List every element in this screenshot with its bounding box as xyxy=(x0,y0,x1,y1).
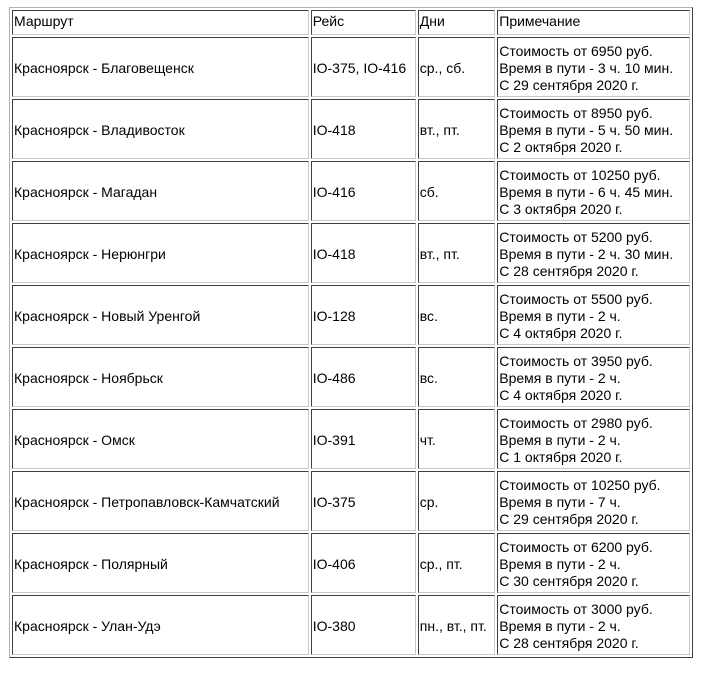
header-flight: Рейс xyxy=(311,10,416,35)
note-line: С 2 октября 2020 г. xyxy=(499,138,623,155)
routes-table xyxy=(9,7,693,658)
flight-cell: IO-406 xyxy=(311,533,416,593)
flight-cell: IO-416 xyxy=(311,161,416,221)
days-cell: вт., пт. xyxy=(418,99,495,159)
note-line: С 29 сентября 2020 г. xyxy=(499,76,639,93)
note-line: С 3 октября 2020 г. xyxy=(499,200,623,217)
flight-cell: IO-418 xyxy=(311,223,416,283)
days-cell: чт. xyxy=(418,409,495,469)
days-cell: вс. xyxy=(418,347,495,407)
note-line: Время в пути - 6 ч. 45 мин. xyxy=(499,183,674,200)
note-cell xyxy=(497,409,690,469)
note-line: С 30 сентября 2020 г. xyxy=(499,572,639,589)
table-row xyxy=(12,37,690,97)
note-line: Стоимость от 5200 руб. xyxy=(499,228,653,245)
note-line: Стоимость от 3950 руб. xyxy=(499,352,653,369)
note-cell xyxy=(497,161,690,221)
route-cell: Красноярск - Улан-Удэ xyxy=(12,595,309,655)
note-line: Стоимость от 6200 руб. xyxy=(499,538,653,555)
days-cell: ср. xyxy=(418,471,495,531)
table-header-row xyxy=(12,10,690,35)
note-cell xyxy=(497,347,690,407)
note-line: Время в пути - 7 ч. xyxy=(499,493,621,510)
note-line: Стоимость от 10250 руб. xyxy=(499,166,661,183)
route-cell: Красноярск - Владивосток xyxy=(12,99,309,159)
note-line: Стоимость от 8950 руб. xyxy=(499,104,653,121)
note-cell xyxy=(497,37,690,97)
note-line: Время в пути - 2 ч. xyxy=(499,617,621,634)
table-row xyxy=(12,285,690,345)
header-days: Дни xyxy=(418,10,495,35)
routes-table-container xyxy=(9,7,693,658)
table-row xyxy=(12,409,690,469)
note-line: Время в пути - 2 ч. xyxy=(499,307,621,324)
flight-cell: IO-375, IO-416 xyxy=(311,37,416,97)
table-row xyxy=(12,347,690,407)
route-cell: Красноярск - Нерюнгри xyxy=(12,223,309,283)
note-cell xyxy=(497,223,690,283)
note-line: Стоимость от 5500 руб. xyxy=(499,290,653,307)
note-cell xyxy=(497,99,690,159)
days-cell: вт., пт. xyxy=(418,223,495,283)
note-line: Стоимость от 6950 руб. xyxy=(499,42,653,59)
note-line: Время в пути - 2 ч. xyxy=(499,555,621,572)
note-line: С 29 сентября 2020 г. xyxy=(499,510,639,527)
flight-cell: IO-380 xyxy=(311,595,416,655)
note-line: С 4 октября 2020 г. xyxy=(499,386,623,403)
table-row xyxy=(12,161,690,221)
note-line: Стоимость от 2980 руб. xyxy=(499,414,653,431)
note-cell xyxy=(497,285,690,345)
note-line: Время в пути - 5 ч. 50 мин. xyxy=(499,121,674,138)
note-line: Время в пути - 2 ч. xyxy=(499,369,621,386)
days-cell: ср., сб. xyxy=(418,37,495,97)
note-cell xyxy=(497,471,690,531)
table-row xyxy=(12,595,690,655)
route-cell: Красноярск - Новый Уренгой xyxy=(12,285,309,345)
route-cell: Красноярск - Благовещенск xyxy=(12,37,309,97)
days-cell: сб. xyxy=(418,161,495,221)
note-line: Время в пути - 3 ч. 10 мин. xyxy=(499,59,674,76)
header-route: Маршрут xyxy=(12,10,309,35)
header-note: Примечание xyxy=(497,10,690,35)
days-cell: ср., пт. xyxy=(418,533,495,593)
note-line: Стоимость от 10250 руб. xyxy=(499,476,661,493)
table-row xyxy=(12,223,690,283)
note-line: Стоимость от 3000 руб. xyxy=(499,600,653,617)
note-cell xyxy=(497,533,690,593)
table-row xyxy=(12,99,690,159)
days-cell: вс. xyxy=(418,285,495,345)
note-line: С 1 октября 2020 г. xyxy=(499,448,623,465)
route-cell: Красноярск - Полярный xyxy=(12,533,309,593)
flight-cell: IO-391 xyxy=(311,409,416,469)
note-line: Время в пути - 2 ч. 30 мин. xyxy=(499,245,674,262)
table-row xyxy=(12,533,690,593)
table-row xyxy=(12,471,690,531)
flight-cell: IO-128 xyxy=(311,285,416,345)
note-line: С 28 сентября 2020 г. xyxy=(499,262,639,279)
route-cell: Красноярск - Магадан xyxy=(12,161,309,221)
route-cell: Красноярск - Петропавловск-Камчатский xyxy=(12,471,309,531)
note-line: С 28 сентября 2020 г. xyxy=(499,634,639,651)
flight-cell: IO-486 xyxy=(311,347,416,407)
route-cell: Красноярск - Омск xyxy=(12,409,309,469)
note-line: Время в пути - 2 ч. xyxy=(499,431,621,448)
note-line: С 4 октября 2020 г. xyxy=(499,324,623,341)
note-cell xyxy=(497,595,690,655)
flight-cell: IO-418 xyxy=(311,99,416,159)
flight-cell: IO-375 xyxy=(311,471,416,531)
days-cell: пн., вт., пт. xyxy=(418,595,495,655)
route-cell: Красноярск - Ноябрьск xyxy=(12,347,309,407)
